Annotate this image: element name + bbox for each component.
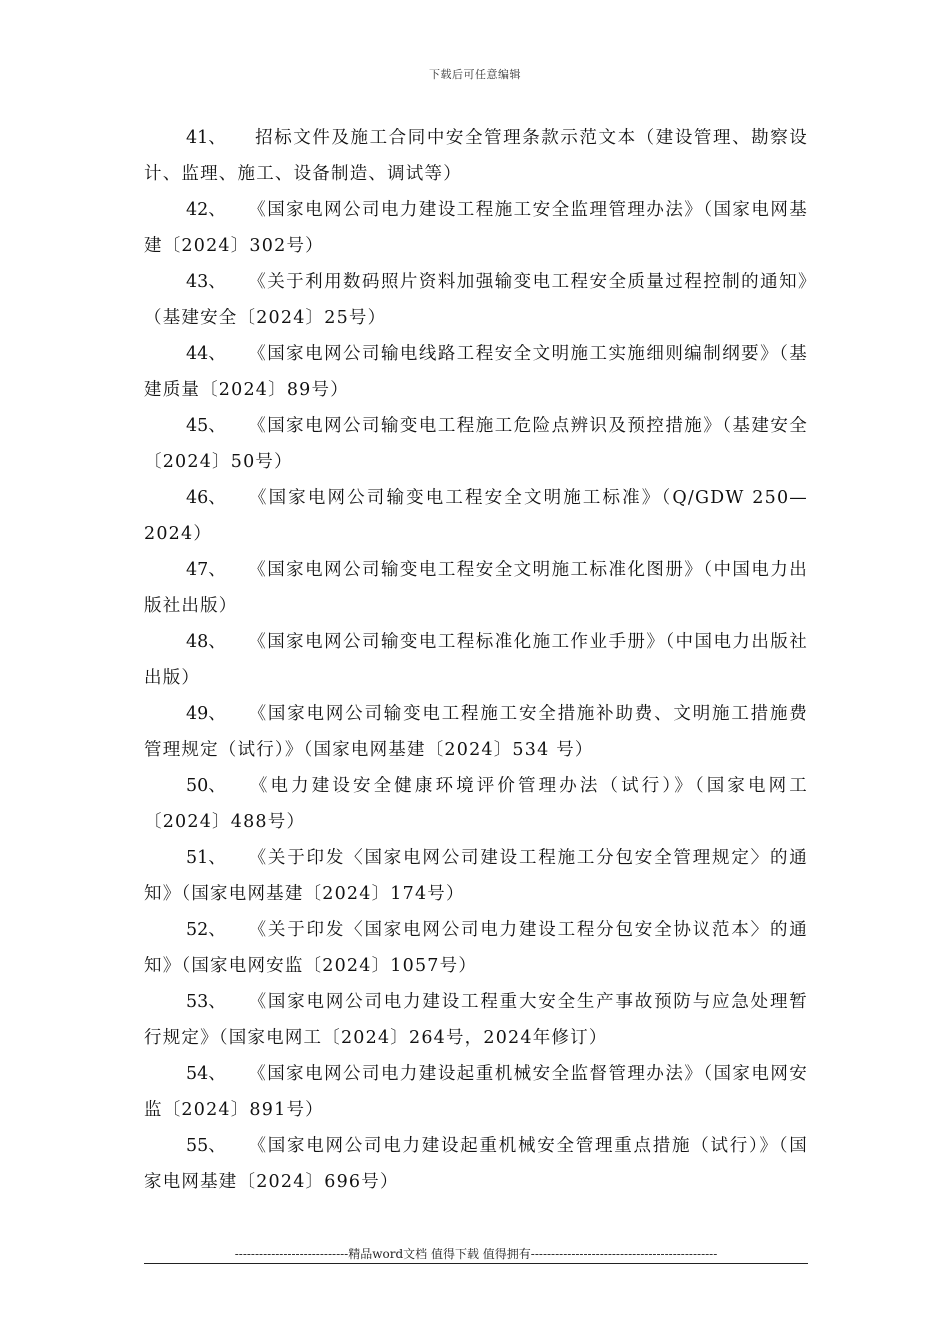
item-number: 53、	[186, 992, 226, 1012]
item-number: 51、	[186, 848, 226, 868]
item-number: 41、	[186, 128, 226, 148]
item-number: 50、	[186, 776, 226, 796]
footer-divider	[144, 1263, 808, 1264]
item-text: 《国家电网公司输变电工程标准化施工作业手册》（中国电力出版社出版）	[144, 632, 808, 688]
list-item	[144, 480, 808, 552]
item-text: 招标文件及施工合同中安全管理条款示范文本（建设管理、勘察设计、监理、施工、设备制造、调试等）	[144, 128, 808, 184]
list-item	[144, 984, 808, 1056]
item-number: 44、	[186, 344, 226, 364]
list-item	[144, 264, 808, 336]
item-text: 《国家电网公司输变电工程施工安全措施补助费、文明施工措施费管理规定（试行）》（国家电网基建〔2024〕534 号）	[144, 704, 808, 760]
list-item	[144, 912, 808, 984]
item-text: 《电力建设安全健康环境评价管理办法（试行）》（国家电网工〔2024〕488号）	[144, 776, 808, 832]
item-text: 《国家电网公司输变电工程安全文明施工标准化图册》（中国电力出版社出版）	[144, 560, 808, 616]
item-number: 52、	[186, 920, 226, 940]
item-text: 《国家电网公司输变电工程安全文明施工标准》（Q/GDW 250—2024）	[144, 488, 808, 544]
item-number: 45、	[186, 416, 226, 436]
item-text: 《国家电网公司电力建设工程重大安全生产事故预防与应急处理暂行规定》（国家电网工〔2024〕264号，2024年修订）	[144, 992, 808, 1048]
item-number: 49、	[186, 704, 226, 724]
item-number: 42、	[186, 200, 226, 220]
item-number: 46、	[186, 488, 226, 508]
item-number: 54、	[186, 1064, 226, 1084]
list-item	[144, 408, 808, 480]
item-text: 《关于印发〈国家电网公司建设工程施工分包安全管理规定〉的通知》（国家电网基建〔2024〕174号）	[144, 848, 808, 904]
list-item	[144, 552, 808, 624]
item-number: 48、	[186, 632, 226, 652]
page-footer: ----------------------------精品word文档 值得下载 值得拥有----------------------------------------------	[234, 1247, 718, 1261]
list-item	[144, 624, 808, 696]
item-text: 《国家电网公司输变电工程施工危险点辨识及预控措施》（基建安全〔2024〕50号）	[144, 416, 808, 472]
item-text: 《国家电网公司电力建设起重机械安全管理重点措施（试行）》（国家电网基建〔2024〕696号）	[144, 1136, 808, 1192]
list-item	[144, 192, 808, 264]
list-item	[144, 840, 808, 912]
item-text: 《国家电网公司电力建设工程施工安全监理管理办法》（国家电网基建〔2024〕302号）	[144, 200, 808, 256]
item-text: 《关于利用数码照片资料加强输变电工程安全质量过程控制的通知》（基建安全〔2024〕25号）	[144, 272, 808, 328]
list-item	[144, 1128, 808, 1200]
page-header: 下载后可任意编辑	[429, 68, 521, 81]
item-number: 47、	[186, 560, 226, 580]
item-number: 55、	[186, 1136, 226, 1156]
list-item	[144, 120, 808, 192]
item-number: 43、	[186, 272, 226, 292]
list-item	[144, 336, 808, 408]
item-text: 《国家电网公司电力建设起重机械安全监督管理办法》（国家电网安监〔2024〕891号）	[144, 1064, 808, 1120]
list-item	[144, 696, 808, 768]
list-item	[144, 1056, 808, 1128]
item-text: 《关于印发〈国家电网公司电力建设工程分包安全协议范本〉的通知》（国家电网安监〔2024〕1057号）	[144, 920, 808, 976]
document-body	[144, 120, 808, 1200]
item-text: 《国家电网公司输电线路工程安全文明施工实施细则编制纲要》（基建质量〔2024〕89号）	[144, 344, 808, 400]
list-item	[144, 768, 808, 840]
